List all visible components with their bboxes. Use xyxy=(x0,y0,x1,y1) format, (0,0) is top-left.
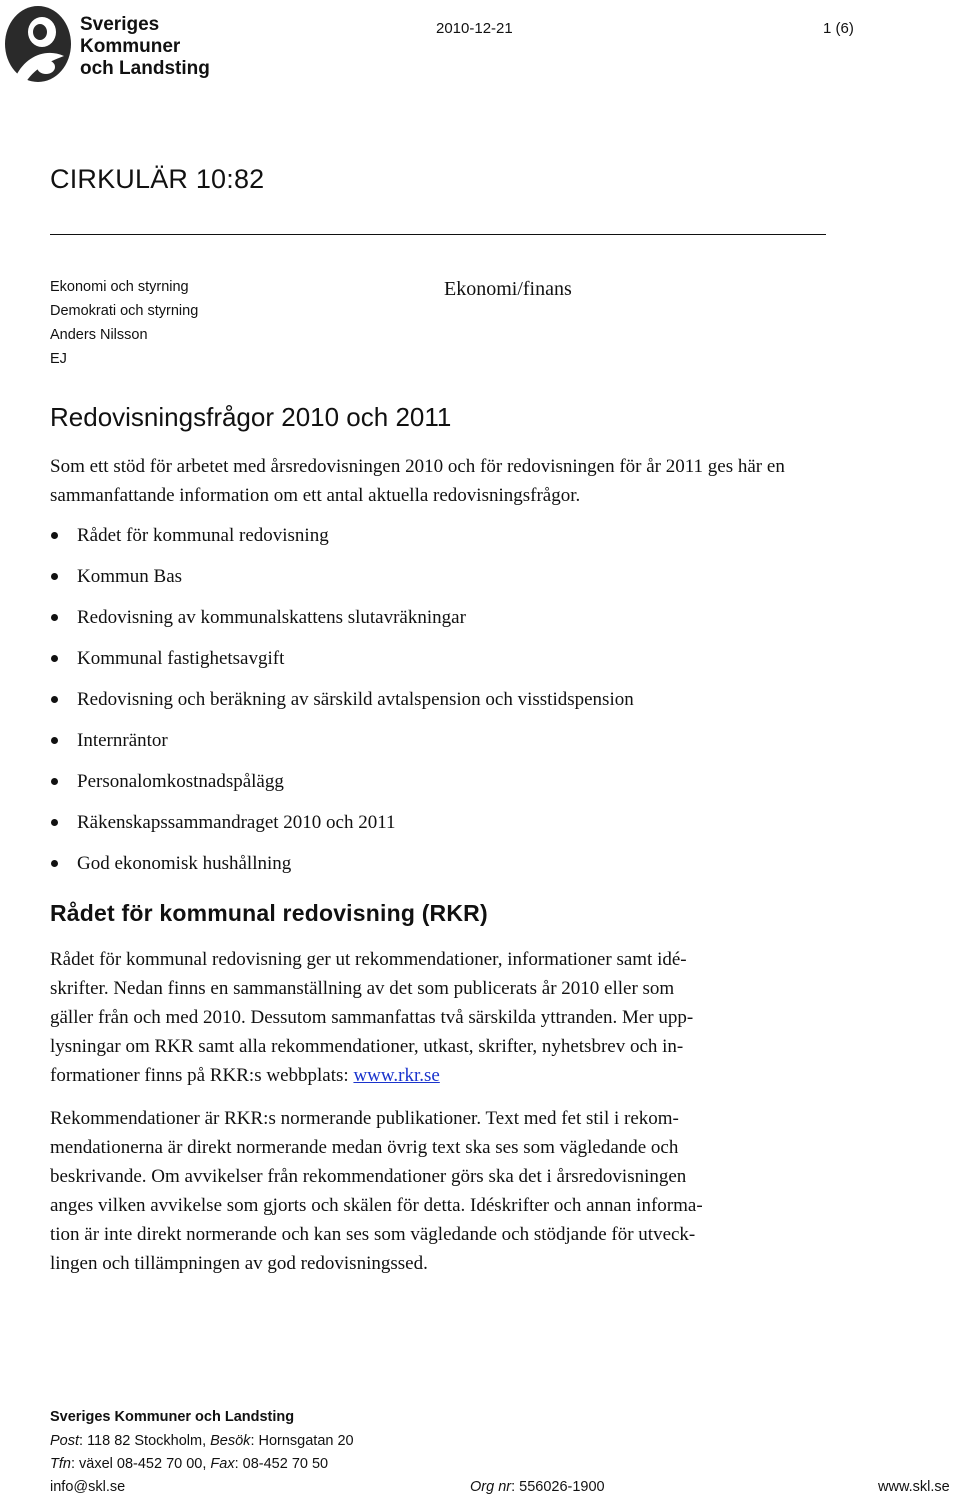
visit-label: Besök xyxy=(210,1433,251,1449)
fax-value: : 08-452 70 50 xyxy=(234,1456,329,1472)
post-label: Post xyxy=(50,1433,80,1449)
list-item xyxy=(50,602,870,643)
paragraph-line: lysningar om RKR samt alla rekommendationer, utkast, skrifter, nyhetsbrev och in- xyxy=(50,1036,684,1057)
bullet-icon xyxy=(51,737,58,744)
orgnr-label: Org nr xyxy=(470,1479,512,1495)
recommendations-paragraph xyxy=(50,1104,850,1278)
list-item-text: Personalomkostnadspålägg xyxy=(77,771,284,792)
tfn-value: : växel 08-452 70 00, xyxy=(70,1456,211,1472)
logo-line-2: Kommuner xyxy=(80,36,181,57)
header-date: 2010-12-21 xyxy=(436,20,513,37)
paragraph-line: lingen och tillämpningen av god redovisningssed. xyxy=(50,1253,428,1274)
list-item xyxy=(50,725,870,766)
list-item-text: Kommunal fastighetsavgift xyxy=(77,648,285,669)
bullet-icon xyxy=(51,778,58,785)
list-item-text: Kommun Bas xyxy=(77,566,183,587)
list-item xyxy=(50,807,870,848)
circular-title: CIRKULÄR 10:82 xyxy=(50,164,265,194)
skl-logo xyxy=(2,2,212,88)
meta-author: Anders Nilsson xyxy=(50,327,148,343)
list-item xyxy=(50,848,870,889)
section-heading: Rådet för kommunal redovisning (RKR) xyxy=(50,900,488,926)
intro-paragraph: Som ett stöd för arbetet med årsredovisningen 2010 och för redovisningen för år 2011 ges här en sammanfattande information om ett antal aktuella redovisningsfrågor. xyxy=(50,456,785,506)
rkr-website-link[interactable]: www.rkr.se xyxy=(353,1065,440,1086)
list-item xyxy=(50,520,870,561)
orgnr-value: : 556026-1900 xyxy=(511,1479,605,1495)
footer-email[interactable]: info@skl.se xyxy=(50,1479,126,1495)
paragraph-line xyxy=(50,1061,850,1090)
visit-value: : Hornsgatan 20 xyxy=(250,1433,354,1449)
bullet-icon xyxy=(51,532,58,539)
bullet-icon xyxy=(51,655,58,662)
tfn-label: Tfn xyxy=(50,1456,71,1472)
list-item xyxy=(50,684,870,725)
post-value: : 118 82 Stockholm, xyxy=(79,1433,211,1449)
paragraph-line: mendationerna är direkt normerande medan övrig text ska ses som vägledande och xyxy=(50,1137,679,1158)
list-item xyxy=(50,766,870,807)
paragraph-line-text: formationer finns på RKR:s webbplats: xyxy=(50,1065,354,1086)
logo-line-1: Sveriges xyxy=(80,14,160,35)
fax-label: Fax xyxy=(210,1456,235,1472)
meta-line: Demokrati och styrning xyxy=(50,303,199,319)
list-item xyxy=(50,561,870,602)
meta-line: Ekonomi och styrning xyxy=(50,279,189,295)
bullet-icon xyxy=(51,819,58,826)
paragraph-line: Rådet för kommunal redovisning ger ut rekommendationer, informationer samt idé- xyxy=(50,949,687,970)
paragraph-line: skrifter. Nedan finns en sammanställning av det som publicerats år 2010 eller som xyxy=(50,978,675,999)
rkr-paragraph xyxy=(50,945,850,1090)
header-page-number: 1 (6) xyxy=(823,20,854,37)
bullet-icon xyxy=(51,573,58,580)
list-item-text: Rådet för kommunal redovisning xyxy=(77,525,329,546)
footer-website[interactable]: www.skl.se xyxy=(878,1479,950,1495)
paragraph-line: Rekommendationer är RKR:s normerande publikationer. Text med fet stil i rekom- xyxy=(50,1108,679,1129)
footer-phone xyxy=(50,1456,328,1472)
topic-list xyxy=(50,520,870,889)
list-item-text: Räkenskapssammandraget 2010 och 2011 xyxy=(77,812,396,833)
list-item-text: Redovisning av kommunalskattens slutavräkningar xyxy=(77,607,466,628)
list-item xyxy=(50,643,870,684)
logo-emblem xyxy=(5,6,71,82)
footer-org-number xyxy=(470,1479,605,1495)
list-item-text: God ekonomisk hushållning xyxy=(77,853,292,874)
list-item-text: Internräntor xyxy=(77,730,168,751)
bullet-icon xyxy=(51,860,58,867)
title-divider xyxy=(50,234,826,235)
department: Ekonomi/finans xyxy=(444,278,572,300)
bullet-icon xyxy=(51,696,58,703)
paragraph-line: gäller från och med 2010. Dessutom sammanfattas två särskilda yttranden. Mer upp- xyxy=(50,1007,694,1028)
footer-address xyxy=(50,1433,354,1449)
paragraph-line: tion är inte direkt normerande och kan ses som vägledande och stödjande för utveck- xyxy=(50,1224,696,1245)
paragraph-line: beskrivande. Om avvikelser från rekommendationer görs ska det i årsredovisningen xyxy=(50,1166,687,1187)
meta-initials: EJ xyxy=(50,351,67,367)
list-item-text: Redovisning och beräkning av särskild avtalspension och visstidspension xyxy=(77,689,634,710)
document-title: Redovisningsfrågor 2010 och 2011 xyxy=(50,402,452,432)
footer-organization: Sveriges Kommuner och Landsting xyxy=(50,1409,295,1425)
bullet-icon xyxy=(51,614,58,621)
logo-line-3: och Landsting xyxy=(80,58,210,79)
paragraph-line: anges vilken avvikelse som gjorts och skälen för detta. Idéskrifter och annan informa- xyxy=(50,1195,703,1216)
